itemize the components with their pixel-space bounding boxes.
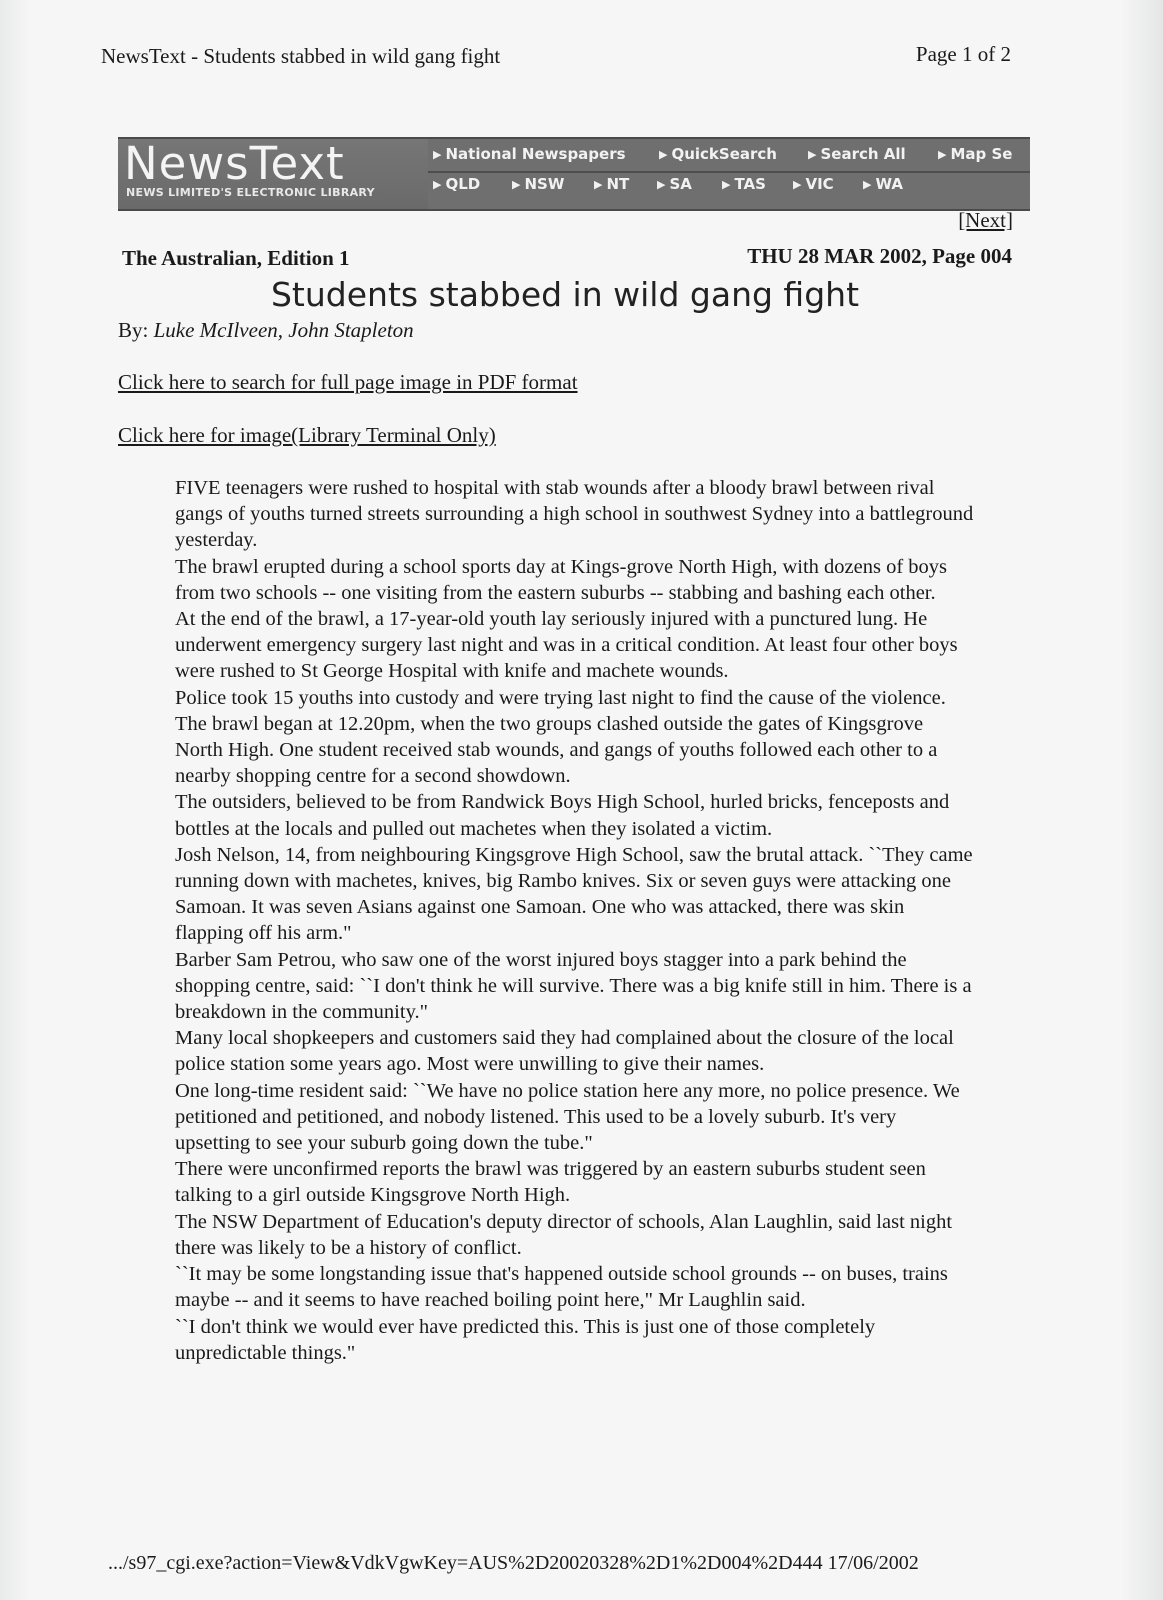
nav-label: National Newspapers: [445, 145, 626, 163]
nav-state-vic[interactable]: [793, 175, 834, 193]
triangle-right-icon: ▶: [659, 148, 668, 161]
triangle-right-icon: ▶: [793, 178, 802, 191]
triangle-right-icon: ▶: [594, 178, 603, 191]
print-footer-url: .../s97_cgi.exe?action=View&VdkVgwKey=AUS%2D20020328%2D1%2D004%2D444 17/06/2002: [108, 1552, 919, 1574]
triangle-right-icon: ▶: [512, 178, 521, 191]
publication-name: The Australian, Edition 1: [122, 246, 350, 270]
article-paragraph: Police took 15 youths into custody and were trying last night to find the cause of the violence.: [175, 686, 946, 709]
article-paragraph: At the end of the brawl, a 17-year-old youth lay seriously injured with a punctured lung. He underwent emergency surgery last night and was in a critical condition. At least four other boys were rushed to St George Hospital with knife and machete wounds.: [175, 608, 958, 683]
nav-label: SA: [669, 175, 692, 193]
newstext-logo: NewsText: [124, 137, 345, 190]
article-headline: Students stabbed in wild gang fight: [270, 275, 860, 314]
next-link[interactable]: [Next]: [958, 208, 1013, 232]
article-paragraph: ``It may be some longstanding issue that's happened outside school grounds -- on buses, trains maybe -- and it seems to have reached boiling point here," Mr Laughlin said.: [175, 1263, 948, 1312]
article-paragraph: There were unconfirmed reports the brawl was triggered by an eastern suburbs student seen talking to a girl outside Kingsgrove North High.: [175, 1158, 926, 1207]
article-paragraph: The brawl began at 12.20pm, when the two groups clashed outside the gates of Kingsgrove North High. One student received stab wounds, and gangs of youths followed each other to a nearby shopping centre for a second showdown.: [175, 712, 938, 788]
nav-quicksearch[interactable]: [659, 145, 777, 163]
byline: [118, 318, 414, 343]
nav-search-all[interactable]: [808, 145, 906, 163]
triangle-right-icon: ▶: [863, 178, 872, 191]
nav-divider: [428, 171, 1030, 173]
nav-state-nt[interactable]: [594, 175, 629, 193]
nav-label: NT: [606, 175, 630, 193]
triangle-right-icon: ▶: [433, 148, 442, 161]
print-header-title: NewsText - Students stabbed in wild gang fight: [101, 44, 501, 68]
article-paragraph: Barber Sam Petrou, who saw one of the worst injured boys stagger into a park behind the shopping centre, said: ``I don't think he will survive. There was a big knife still in him. There is a breakdown in the community.": [175, 948, 972, 1024]
nav-state-wa[interactable]: [863, 175, 903, 193]
print-header-page-number: Page 1 of 2: [915, 42, 1011, 66]
nav-label: QuickSearch: [671, 145, 777, 163]
publication-date: THU 28 MAR 2002, Page 004: [747, 244, 1012, 268]
article-paragraph: One long-time resident said: ``We have no police station here any more, no police presence. We petitioned and petitioned, and nobody listened. This used to be a lovely suburb. It's very upsetting to see your suburb going down the tube.": [175, 1079, 960, 1155]
nav-state-qld[interactable]: [433, 175, 480, 193]
logo-area[interactable]: [118, 139, 428, 209]
triangle-right-icon: ▶: [938, 148, 947, 161]
nav-label: Search All: [820, 145, 906, 163]
nav-state-nsw[interactable]: [512, 175, 564, 193]
triangle-right-icon: ▶: [657, 178, 666, 191]
nav-label: WA: [875, 175, 903, 193]
image-link[interactable]: Click here for image(Library Terminal Only): [118, 423, 496, 447]
article-paragraph: FIVE teenagers were rushed to hospital with stab wounds after a bloody brawl between rival gangs of youths turned streets surrounding a high school in southwest Sydney into a battleground yesterday.: [175, 477, 974, 552]
nav-national-newspapers[interactable]: [433, 145, 626, 163]
byline-authors: Luke McIlveen, John Stapleton: [153, 318, 414, 342]
nav-state-sa[interactable]: [657, 175, 692, 193]
triangle-right-icon: ▶: [433, 178, 442, 191]
nav-map-search[interactable]: [938, 145, 1012, 163]
newstext-banner: [118, 137, 1030, 211]
nav-label: VIC: [805, 175, 834, 193]
triangle-right-icon: ▶: [808, 148, 817, 161]
article-paragraph: Josh Nelson, 14, from neighbouring Kingsgrove High School, saw the brutal attack. ``They came running down with machetes, knives, big Rambo knives. Six or seven guys were attacking one Samoan. It was seven Asians against one Samoan. One who was attacked, there was skin flapping off his arm.": [175, 843, 973, 945]
article-body: [175, 475, 975, 1366]
article-paragraph: ``I don't think we would ever have predicted this. This is just one of those completely unpredictable things.": [175, 1315, 876, 1364]
newstext-tagline: NEWS LIMITED'S ELECTRONIC LIBRARY: [126, 186, 375, 199]
nav-state-tas[interactable]: [722, 175, 766, 193]
article-paragraph: The brawl erupted during a school sports day at Kings-grove North High, with dozens of boys from two schools -- one visiting from the eastern suburbs -- stabbing and bashing each other.: [175, 555, 948, 604]
pdf-search-link[interactable]: Click here to search for full page image in PDF format: [118, 370, 578, 394]
nav-label: NSW: [524, 175, 565, 193]
nav-label: Map Se: [950, 145, 1013, 163]
triangle-right-icon: ▶: [722, 178, 731, 191]
article-paragraph: The NSW Department of Education's deputy director of schools, Alan Laughlin, said last night there was likely to be a history of conflict.: [175, 1210, 953, 1259]
article-paragraph: Many local shopkeepers and customers said they had complained about the closure of the local police station some years ago. Most were unwilling to give their names.: [175, 1027, 954, 1076]
nav-label: TAS: [734, 175, 766, 193]
nav-label: QLD: [445, 175, 481, 193]
article-paragraph: The outsiders, believed to be from Randwick Boys High School, hurled bricks, fenceposts and bottles at the locals and pulled out machetes when they isolated a victim.: [175, 791, 950, 840]
byline-prefix: By:: [118, 318, 154, 342]
